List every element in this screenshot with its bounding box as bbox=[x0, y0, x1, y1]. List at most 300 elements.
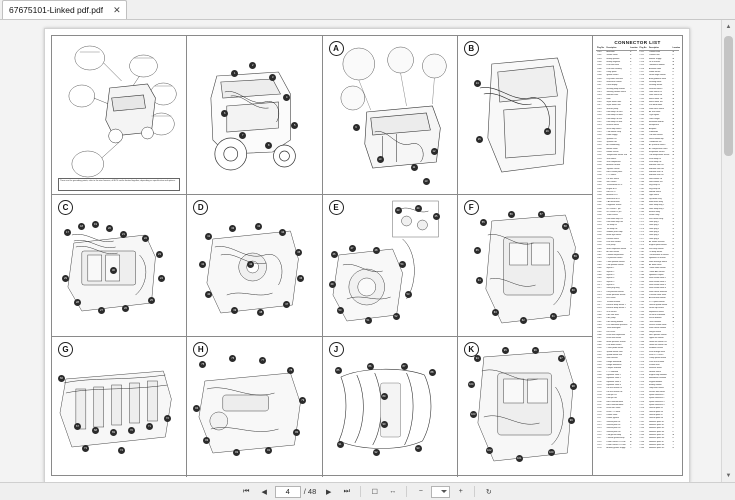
cell-description: Speaker LH bbox=[606, 137, 617, 140]
fit-width-button[interactable]: ↔ bbox=[389, 488, 397, 495]
cell-description: Warning lamp module bbox=[606, 87, 625, 90]
cell-plug-no: C218 bbox=[639, 373, 645, 376]
cell-description: Injector 2 bbox=[606, 270, 615, 273]
cell-plug-no: C160 bbox=[639, 180, 645, 183]
cell-description: Camera rear bbox=[649, 54, 660, 57]
cell-plug-no: C073 bbox=[597, 290, 602, 293]
zoom-level-select[interactable] bbox=[431, 486, 450, 498]
cell-description: Seat compressor bbox=[606, 160, 621, 163]
cell-description: Battery negative bbox=[606, 61, 621, 64]
cell-plug-no: C233 bbox=[639, 423, 645, 426]
cell-plug-no: C143 bbox=[639, 124, 645, 127]
cell-plug-no: C209 bbox=[639, 344, 645, 347]
cell-plug-no: C086 bbox=[597, 334, 602, 337]
cell-description: Glow plug 3 bbox=[649, 227, 659, 230]
cell-location: G bbox=[630, 270, 632, 273]
cell-plug-no: C017 bbox=[597, 104, 602, 107]
cell-description: Front lamp RH bbox=[649, 160, 662, 163]
cell-plug-no: C090 bbox=[597, 347, 602, 350]
cell-plug-no: C155 bbox=[639, 164, 645, 167]
cell-location: A bbox=[672, 154, 674, 157]
table-row bbox=[639, 447, 680, 450]
cell-location: C bbox=[672, 370, 674, 373]
cell-description: Transmission oil sensor bbox=[649, 254, 669, 257]
cell-plug-no: C166 bbox=[639, 200, 645, 203]
cell-description: USB charger bbox=[649, 117, 660, 120]
cell-location: E bbox=[672, 240, 674, 243]
panel-c: C 17 18 19 20 21 22 23 24 25 26 27 28 29 30 bbox=[52, 195, 187, 336]
cell-description: Injector 1 bbox=[606, 267, 615, 270]
cell-location: K bbox=[630, 237, 632, 240]
cell-plug-no: C108 bbox=[597, 407, 602, 410]
panel-h-artwork bbox=[187, 337, 321, 477]
cell-location: F bbox=[672, 357, 674, 360]
page-number-input[interactable] bbox=[275, 486, 301, 498]
cell-plug-no: C051 bbox=[597, 217, 602, 220]
overview-note-text: These are the grounding points, refer to the wire harness, all ECU earths located together, depending on specification and options. bbox=[60, 180, 176, 182]
cell-location: F bbox=[672, 304, 674, 307]
panel-k: K 94 95 96 97 98 99 100 101 102 103 104 bbox=[458, 337, 592, 477]
panel-letter-f: F bbox=[464, 200, 479, 215]
cell-location: K bbox=[672, 427, 674, 430]
cell-description: Starter motor bbox=[606, 54, 618, 57]
cell-description: Ground point G2 bbox=[606, 423, 621, 426]
cell-plug-no: C235 bbox=[639, 430, 645, 433]
cell-location: C bbox=[672, 393, 674, 396]
cell-plug-no: C013 bbox=[597, 91, 602, 94]
rotate-button[interactable]: ↻ bbox=[485, 488, 492, 496]
cell-location: E bbox=[672, 180, 674, 183]
cell-description: Hydraulic valve 1 bbox=[606, 373, 621, 376]
cell-location: F bbox=[672, 430, 674, 433]
cell-plug-no: C022 bbox=[597, 121, 602, 124]
cell-location: B bbox=[630, 174, 632, 177]
cell-location: F bbox=[630, 363, 632, 366]
cell-plug-no: C054 bbox=[597, 227, 602, 230]
cell-location: F bbox=[672, 294, 674, 297]
panel-overview bbox=[52, 36, 187, 194]
cell-plug-no: C210 bbox=[639, 347, 645, 350]
column-description: Description bbox=[606, 47, 630, 51]
cell-plug-no: C095 bbox=[597, 363, 602, 366]
cell-plug-no: C120 bbox=[597, 447, 602, 450]
cell-location: K bbox=[630, 207, 632, 210]
cell-location: A bbox=[630, 127, 632, 130]
cell-plug-no: C146 bbox=[639, 134, 645, 137]
cell-location: E bbox=[672, 387, 674, 390]
cell-plug-no: C055 bbox=[597, 230, 602, 233]
chevron-down-icon bbox=[441, 490, 447, 493]
cell-plug-no: C020 bbox=[597, 114, 602, 117]
cell-description: Auxiliary power supply bbox=[606, 447, 626, 450]
cell-plug-no: C220 bbox=[639, 380, 645, 383]
cell-description: Main beam relay bbox=[649, 200, 663, 203]
cell-plug-no: C023 bbox=[597, 124, 602, 127]
panel-j-artwork bbox=[323, 337, 457, 477]
cell-plug-no: C002 bbox=[597, 54, 602, 57]
panel-g: G 66 67 68 69 70 71 72 73 74 bbox=[52, 337, 187, 477]
cell-description: Fuse box auxiliary bbox=[606, 67, 622, 70]
cell-description: Amplifier bbox=[649, 127, 657, 130]
cell-description: Instrument cluster bbox=[606, 81, 622, 84]
cell-description: Glow plug 1 bbox=[649, 220, 659, 223]
connector-table-header bbox=[596, 47, 637, 51]
close-icon[interactable]: ✕ bbox=[113, 4, 121, 15]
chevron-up-icon[interactable]: ▲ bbox=[725, 23, 732, 30]
cell-plug-no: C102 bbox=[597, 387, 602, 390]
cell-plug-no: C224 bbox=[639, 393, 645, 396]
cell-location: E bbox=[672, 184, 674, 187]
cell-plug-no: C032 bbox=[597, 154, 602, 157]
cell-description: Harness splice S6 bbox=[649, 437, 665, 440]
cell-plug-no: C171 bbox=[639, 217, 645, 220]
cell-description: Loader valve bbox=[606, 413, 618, 416]
cell-plug-no: C232 bbox=[639, 420, 645, 423]
cell-plug-no: C145 bbox=[639, 131, 645, 134]
panel-a: A 9 10 11 12 13 bbox=[323, 36, 458, 194]
cell-location: K bbox=[672, 270, 674, 273]
cell-description: Cab ground strap bbox=[606, 433, 622, 436]
cell-description: Ground point G3 bbox=[606, 427, 621, 430]
cell-plug-no: C161 bbox=[639, 184, 645, 187]
cell-description: Coolant temperature bbox=[606, 254, 624, 257]
cell-description: Recirculation flap bbox=[649, 137, 664, 140]
cell-description: Roof lamp LH rear bbox=[606, 117, 622, 120]
cell-plug-no: C041 bbox=[597, 184, 602, 187]
cell-location: D bbox=[672, 71, 674, 74]
cell-location: K bbox=[630, 220, 632, 223]
cell-description: Monitor supply bbox=[649, 57, 662, 60]
vertical-scrollbar[interactable] bbox=[721, 20, 735, 482]
panel-letter-g: G bbox=[58, 342, 73, 357]
cell-plug-no: C097 bbox=[597, 370, 602, 373]
cell-location: F bbox=[672, 254, 674, 257]
cell-location: C bbox=[630, 81, 632, 84]
cell-description: Spare connector 4 bbox=[649, 403, 665, 406]
cell-description: Ground point G8 bbox=[649, 417, 663, 420]
cell-plug-no: C006 bbox=[597, 67, 602, 70]
cell-plug-no: C159 bbox=[639, 177, 645, 180]
cell-location: D bbox=[630, 184, 632, 187]
cell-location: J bbox=[672, 354, 674, 356]
cell-description: Bluetooth module bbox=[649, 121, 664, 124]
cell-description: Fog lamp RH bbox=[649, 187, 661, 190]
previous-page-button[interactable]: ◀ bbox=[261, 488, 267, 496]
cell-location: E bbox=[630, 54, 632, 57]
tractor-artwork bbox=[187, 36, 321, 194]
cell-plug-no: C208 bbox=[639, 340, 645, 343]
cell-description: Air brake valve bbox=[649, 264, 662, 267]
cell-description: Ground point G5 bbox=[649, 407, 663, 410]
panel-d: D 31 32 33 34 35 36 37 38 39 40 41 42 bbox=[187, 195, 322, 336]
cell-description: Glow plug 2 bbox=[649, 224, 659, 227]
cell-description: Ground speed sensor bbox=[649, 304, 668, 307]
cell-plug-no: C135 bbox=[639, 97, 645, 100]
cell-location: B bbox=[672, 111, 674, 114]
cell-location: B bbox=[630, 160, 632, 163]
cell-location: D bbox=[630, 337, 632, 340]
column-plug-no: Plug No. bbox=[597, 47, 605, 49]
cell-location: A bbox=[672, 101, 674, 104]
cell-location: K bbox=[672, 314, 674, 317]
cell-description: Roof lamp RH rear bbox=[606, 121, 623, 124]
panel-h: H 75 76 77 78 79 80 81 82 83 84 bbox=[187, 337, 322, 477]
cell-description: Brake light switch bbox=[606, 234, 622, 237]
cell-plug-no: C024 bbox=[597, 127, 602, 130]
cell-location: B bbox=[630, 170, 632, 173]
cell-description: Indicator rear LH bbox=[649, 170, 664, 173]
cell-plug-no: C184 bbox=[639, 260, 645, 263]
cell-location: G bbox=[630, 267, 632, 270]
cell-location: C bbox=[672, 380, 674, 383]
cell-plug-no: C105 bbox=[597, 397, 602, 400]
column-location: Location bbox=[630, 47, 638, 49]
cell-description: Hitch solenoid lower bbox=[606, 403, 624, 406]
cell-plug-no: C201 bbox=[639, 317, 645, 320]
cell-description: Ground point G1 bbox=[606, 420, 621, 423]
cell-location: A bbox=[672, 433, 674, 436]
cell-location: F bbox=[672, 260, 674, 263]
cell-plug-no: C110 bbox=[597, 413, 602, 416]
cell-plug-no: C003 bbox=[597, 57, 602, 60]
cell-location: K bbox=[672, 397, 674, 400]
column-plug-no: Plug No. bbox=[639, 47, 647, 49]
cell-description: Fan clutch bbox=[606, 330, 616, 333]
cell-description: Front axle sensor bbox=[606, 337, 622, 340]
cell-plug-no: C137 bbox=[639, 104, 645, 107]
first-page-button[interactable]: ⏮ bbox=[243, 487, 250, 495]
cell-plug-no: C111 bbox=[597, 417, 602, 420]
cell-plug-no: C029 bbox=[597, 144, 602, 147]
cell-description: Fuel pump bbox=[606, 244, 616, 247]
cell-plug-no: C060 bbox=[597, 247, 602, 250]
cell-plug-no: C188 bbox=[639, 274, 645, 277]
cell-description: EGR valve bbox=[606, 297, 616, 300]
cell-location: A bbox=[672, 317, 674, 320]
drawing-sheet bbox=[52, 36, 682, 475]
cell-location: H bbox=[672, 417, 674, 420]
cell-plug-no: C149 bbox=[639, 144, 645, 147]
cell-plug-no: C206 bbox=[639, 334, 645, 337]
cell-description: Door switch LH bbox=[649, 91, 662, 94]
cell-description: Hitch control panel bbox=[606, 170, 623, 173]
cell-location: E bbox=[630, 61, 632, 64]
cell-plug-no: C008 bbox=[597, 74, 602, 77]
cell-plug-no: C186 bbox=[639, 267, 645, 270]
cell-description: Ground point G4 bbox=[606, 430, 621, 433]
cell-location: A bbox=[630, 131, 632, 134]
cell-plug-no: C030 bbox=[597, 147, 602, 150]
cell-description: Crank position sensor bbox=[606, 260, 625, 263]
cell-location: A bbox=[672, 117, 674, 120]
cell-description: Weight sensor bbox=[649, 330, 662, 333]
cell-location: A bbox=[672, 127, 674, 130]
cell-description: Light switch bbox=[649, 194, 659, 197]
cell-description: Trailer ABS socket bbox=[649, 270, 665, 273]
cell-description: Engine speed sensor bbox=[649, 244, 667, 247]
cell-plug-no: C222 bbox=[639, 387, 645, 390]
cell-plug-no: C040 bbox=[597, 180, 602, 183]
cell-plug-no: C123 bbox=[639, 57, 645, 60]
cell-plug-no: C071 bbox=[597, 284, 602, 287]
cell-plug-no: C148 bbox=[639, 141, 645, 143]
cell-location: A bbox=[630, 107, 632, 110]
cell-description: Stabiliser sensor bbox=[649, 347, 663, 350]
cell-plug-no: C081 bbox=[597, 317, 602, 320]
cell-location: G bbox=[630, 280, 632, 283]
cell-location: F bbox=[672, 400, 674, 403]
cell-plug-no: C151 bbox=[639, 150, 645, 153]
cell-plug-no: C119 bbox=[597, 443, 602, 446]
cell-plug-no: C042 bbox=[597, 187, 602, 190]
cell-location: F bbox=[630, 430, 632, 433]
scrollbar-thumb[interactable] bbox=[724, 36, 733, 156]
cell-plug-no: C150 bbox=[639, 147, 645, 150]
cell-description: Injector 3 bbox=[606, 274, 615, 277]
cell-description: Spare connector 3 bbox=[649, 400, 665, 403]
cell-description: DEF tank level bbox=[606, 314, 619, 317]
cell-plug-no: C185 bbox=[639, 264, 645, 267]
zoom-in-button[interactable]: + bbox=[458, 488, 463, 495]
cell-location: G bbox=[672, 247, 675, 250]
panel-b-artwork bbox=[458, 36, 592, 194]
cell-location: C bbox=[672, 390, 674, 393]
cell-description: GPS receiver bbox=[649, 61, 661, 64]
cell-description: Hitch solenoid raise bbox=[606, 400, 623, 403]
cell-description: Hitch position sensor bbox=[649, 334, 667, 337]
cell-plug-no: C190 bbox=[639, 280, 645, 283]
overview-artwork bbox=[52, 36, 186, 194]
last-page-button[interactable]: ⏭ bbox=[343, 487, 350, 495]
cell-location: F bbox=[630, 360, 632, 363]
cell-plug-no: C223 bbox=[639, 390, 645, 393]
cell-location: A bbox=[672, 57, 674, 60]
cell-location: F bbox=[672, 360, 674, 363]
cell-plug-no: C142 bbox=[639, 121, 645, 124]
document-viewport[interactable] bbox=[0, 20, 735, 482]
cell-description: Throttle actuator bbox=[606, 300, 621, 303]
cell-plug-no: C238 bbox=[639, 440, 645, 443]
cell-plug-no: C016 bbox=[597, 101, 602, 104]
cell-plug-no: C167 bbox=[639, 204, 645, 207]
cell-plug-no: C129 bbox=[639, 77, 645, 80]
chevron-down-icon[interactable]: ▼ bbox=[725, 472, 732, 479]
cell-plug-no: C072 bbox=[597, 287, 602, 290]
cell-plug-no: C034 bbox=[597, 160, 602, 163]
cell-description: Reverse switch bbox=[649, 367, 662, 370]
cell-description: Battery positive bbox=[606, 57, 620, 60]
cell-plug-no: C192 bbox=[639, 287, 645, 290]
cell-description: DEF pump bbox=[606, 317, 616, 320]
cell-description: Indicator front RH bbox=[649, 167, 664, 170]
cell-description: Section control valve bbox=[649, 324, 667, 327]
cell-plug-no: C089 bbox=[597, 344, 602, 347]
cell-plug-no: C207 bbox=[639, 337, 645, 340]
cell-location: K bbox=[630, 230, 632, 233]
cell-plug-no: C127 bbox=[639, 71, 645, 74]
cell-location: G bbox=[672, 230, 675, 233]
cell-description: Injector 6 bbox=[606, 284, 615, 287]
cell-description: Creep speed sensor bbox=[649, 357, 667, 360]
zoom-out-button[interactable]: − bbox=[418, 488, 423, 495]
cell-plug-no: C113 bbox=[597, 423, 602, 426]
next-page-button[interactable]: ▶ bbox=[326, 488, 332, 496]
cell-location: A bbox=[672, 134, 674, 137]
cell-description: Steering sensor bbox=[649, 84, 663, 87]
cell-plug-no: C109 bbox=[597, 410, 602, 413]
cell-description: Trailer brake sensor bbox=[649, 267, 666, 270]
cell-location: F bbox=[672, 290, 674, 293]
cell-location: J bbox=[672, 337, 674, 340]
panel-letter-a: A bbox=[329, 41, 344, 56]
cell-plug-no: C175 bbox=[639, 230, 645, 233]
cell-plug-no: C112 bbox=[597, 420, 602, 423]
cell-description: Harness splice S8 bbox=[649, 443, 665, 446]
cell-description: ISO socket 11 pin bbox=[606, 210, 622, 213]
cell-location: F bbox=[630, 367, 632, 370]
cell-location: E bbox=[672, 164, 674, 167]
cell-plug-no: C179 bbox=[639, 244, 645, 247]
cell-plug-no: C140 bbox=[639, 114, 645, 117]
cell-description: Steering column switch bbox=[606, 91, 626, 94]
cell-location: J bbox=[630, 387, 632, 390]
cell-location: B bbox=[630, 180, 632, 183]
cell-description: Fuel temp sensor bbox=[649, 247, 664, 250]
cell-plug-no: C231 bbox=[639, 417, 645, 420]
cell-location: C bbox=[672, 190, 674, 193]
cell-description: Reverse alarm bbox=[606, 237, 619, 240]
cell-description: Neutral switch bbox=[649, 370, 661, 373]
cell-location: D bbox=[672, 81, 674, 84]
cell-description: Fog lamp LH bbox=[649, 184, 660, 187]
cell-location: C bbox=[630, 67, 632, 70]
cell-plug-no: C058 bbox=[597, 240, 602, 243]
fit-page-button[interactable]: ☐ bbox=[371, 488, 378, 496]
cell-location: J bbox=[672, 334, 674, 337]
cell-location: A bbox=[630, 137, 632, 140]
cell-description: Auto guidance valve bbox=[649, 77, 667, 80]
cell-plug-no: C091 bbox=[597, 350, 602, 353]
cell-plug-no: C104 bbox=[597, 393, 602, 396]
cell-plug-no: C028 bbox=[597, 141, 602, 143]
cell-plug-no: C099 bbox=[597, 377, 602, 380]
cell-location: B bbox=[630, 177, 632, 180]
cell-location: C bbox=[672, 200, 674, 203]
cell-location: K bbox=[672, 174, 674, 177]
cell-plug-no: C012 bbox=[597, 87, 602, 90]
cell-description: Roof lamp LH front bbox=[606, 111, 623, 114]
cell-description: Seat switch bbox=[606, 157, 617, 160]
cell-location: J bbox=[630, 397, 632, 400]
cell-description: Front lamp LH bbox=[649, 157, 661, 160]
cell-plug-no: C061 bbox=[597, 250, 602, 253]
cell-plug-no: C018 bbox=[597, 107, 602, 110]
cell-plug-no: C240 bbox=[639, 447, 645, 450]
cell-description: Task controller bbox=[649, 320, 662, 323]
cell-location: A bbox=[630, 134, 632, 137]
cell-plug-no: C219 bbox=[639, 377, 645, 380]
cell-description: Armrest ECU bbox=[606, 194, 618, 197]
cell-location: J bbox=[672, 330, 674, 333]
cell-plug-no: C173 bbox=[639, 224, 645, 227]
cell-plug-no: C158 bbox=[639, 174, 645, 177]
cell-plug-no: C078 bbox=[597, 307, 602, 310]
cell-description: Work lamp relay 2 bbox=[649, 207, 665, 210]
cell-description: Blower motor bbox=[606, 147, 618, 150]
document-tab[interactable] bbox=[2, 0, 127, 19]
cell-description: Power socket 12V rear bbox=[606, 443, 626, 446]
cell-description: Cab filter sensor bbox=[649, 134, 663, 137]
